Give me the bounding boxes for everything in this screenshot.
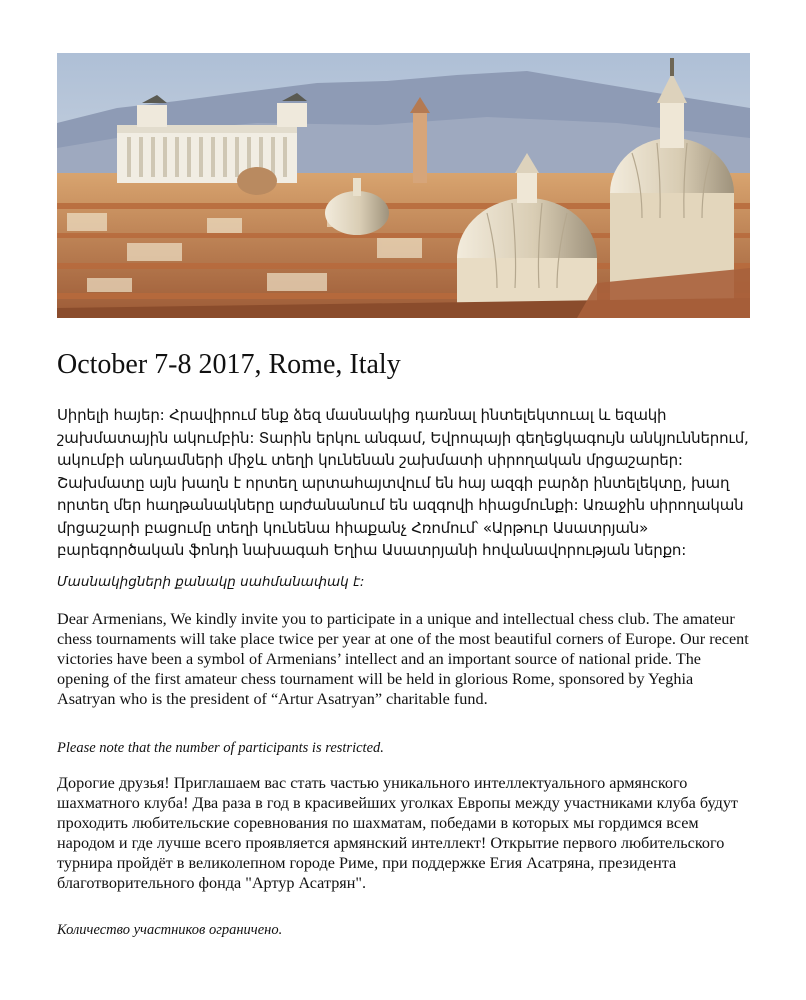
invitation-armenian: Սիրելի հայեր: Հրավիրում ենք ձեզ մասնակից դառնալ ինտելեկտուալ և եզակի շախմատային ակումբին: Տարին երկու անգամ, Եվրոպայի գեղեցկագույն անկյուններում, ակումբի անդամների միջև տեղի կունենան շախմատի սիրողական մրցաշարեր: Շախմատը այն խաղն է որտեղ արտահայտվում են հայ ազգի բարձր ինտելեկտը, խաղ որտեղ մեր հաղթանակները արժանանում են ազգովի հիացմունքի: Առաջին սիրողական մրցաշարի բացումը տեղի կունենա հիաքանչ Հռոմում՝ «Արթուր Ասատրյան» բարեգործական ֆոնդի նախագահ Եղիա Ասատրյանի հովանավորության ներքո: (57, 406, 749, 559)
event-date-title: October 7-8 2017, Rome, Italy (57, 349, 401, 380)
participants-note-english: Please note that the number of participants is restricted. (57, 740, 384, 756)
rome-skyline-image (57, 53, 750, 318)
invitation-english: Dear Armenians, We kindly invite you to participate in a unique and intellectual chess club. The amateur chess tournaments will take place twice per year at one of the most beautiful corners of Europe. Our recent victories have been a symbol of Armenians’ intellect and an important source of national pride. The opening of the first amateur chess tournament will be held in glorious Rome, sponsored by Yeghia Asatryan who is the president of “Artur Asatryan” charitable fund. (57, 610, 749, 708)
participants-note-russian: Количество участников ограничено. (57, 922, 283, 938)
participants-note-armenian: Մասնակիցների քանակը սահմանափակ է: (57, 574, 365, 590)
invitation-russian: Дорогие друзья! Приглашаем вас стать частью уникального интеллектуального армянского шахматного клуба! Два раза в год в красивейших уголках Европы между участниками клуба будут проходить любительские соревнования по шахматам, победами в которых мы гордимся всем народом и где лучше всего проявляется армянский интеллект! Открытие первого любительского турнира пройдёт в великолепном городе Риме, при поддержке Егия Асатряна, президента благотворительного фонда "Артур Асатрян". (57, 774, 738, 892)
rome-skyline-illustration (57, 53, 750, 318)
